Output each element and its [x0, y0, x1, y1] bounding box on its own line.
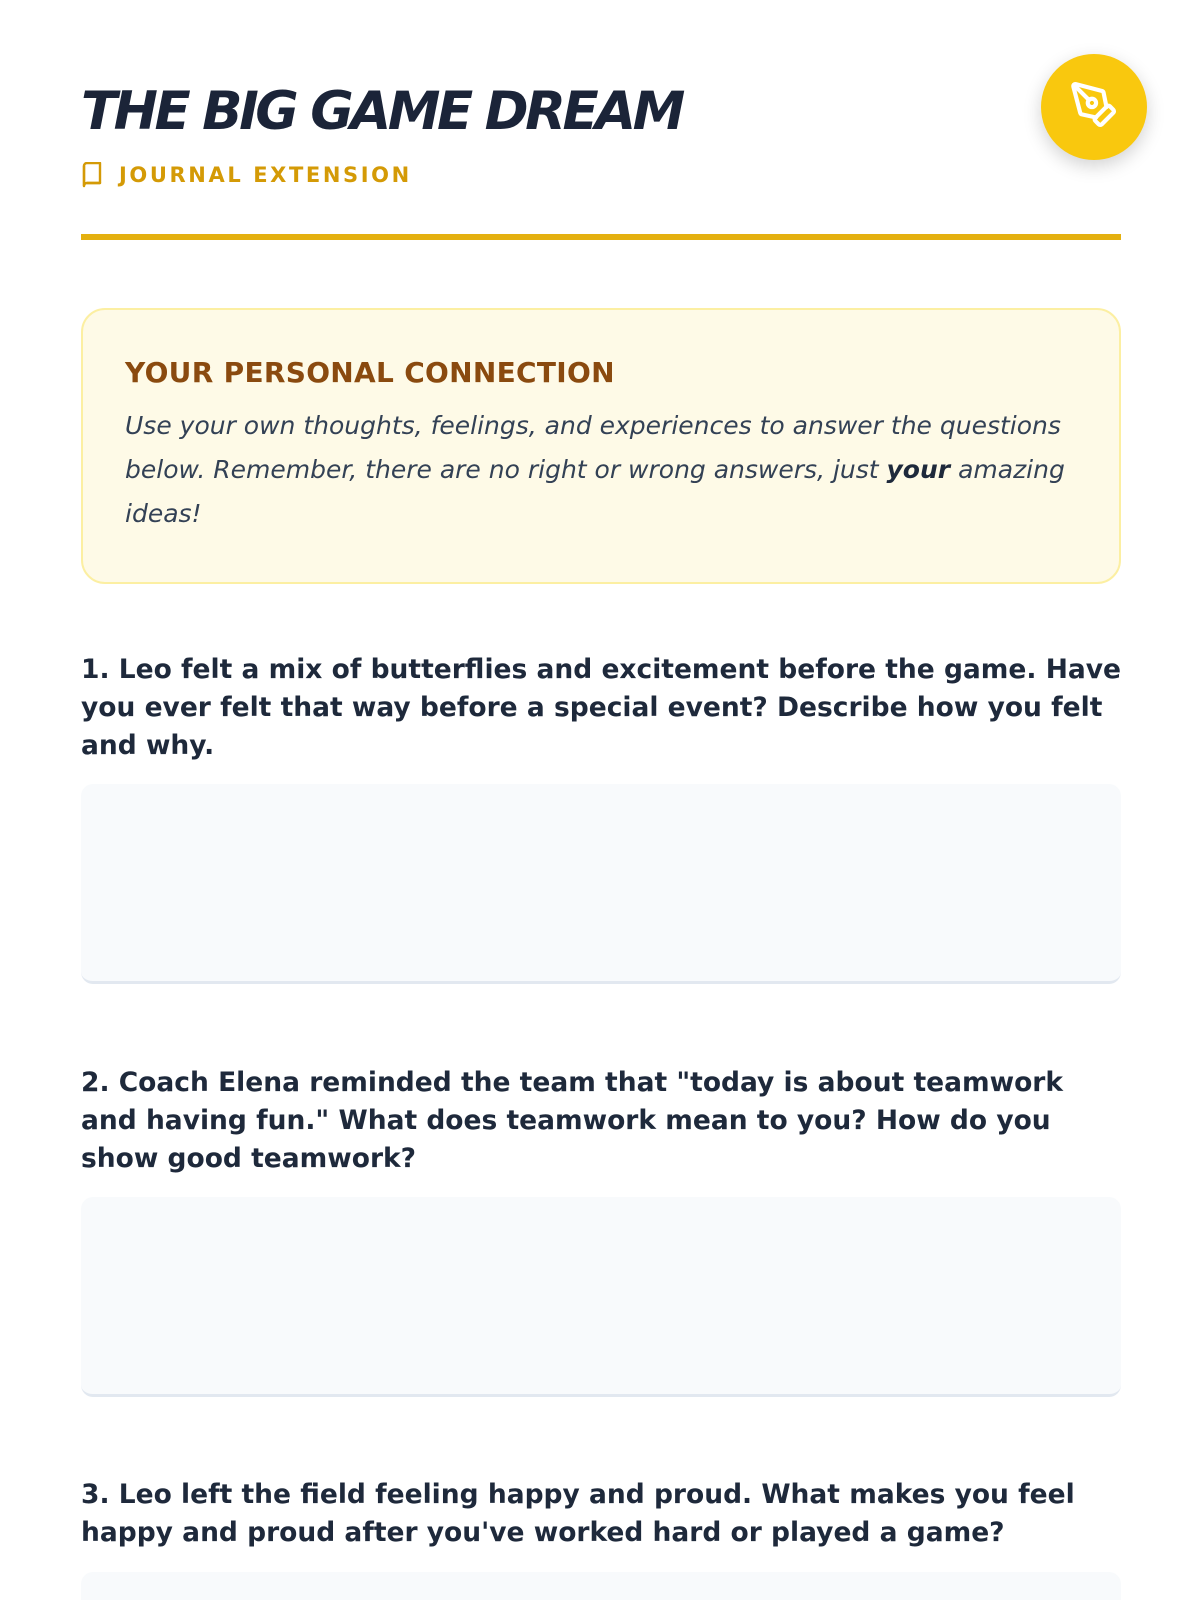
intro-text-emphasis: your — [886, 455, 951, 484]
answer-field-1[interactable] — [81, 784, 1121, 984]
subtitle-label: JOURNAL EXTENSION — [119, 163, 412, 187]
intro-text — [125, 404, 1077, 536]
page-title: THE BIG GAME DREAM — [81, 81, 682, 142]
intro-text-end: amazing ideas! — [125, 455, 1065, 528]
header-divider — [81, 234, 1121, 240]
question-3: 3. Leo left the field feeling happy and proud. What makes you feel happy and proud after you've worked hard or played a game? — [81, 1479, 1075, 1548]
intro-text-start: Use your own thoughts, feelings, and experiences to answer the questions below. Remember, there are no right or wrong answers, just — [125, 411, 1061, 484]
answer-field-3[interactable] — [81, 1572, 1121, 1600]
question-1: 1. Leo felt a mix of butterflies and excitement before the game. Have you ever felt that way before a special event? Describe how you felt and why. — [81, 654, 1121, 761]
pen-tool-icon — [1069, 80, 1119, 134]
page-header — [81, 76, 1121, 187]
pen-tool-button[interactable] — [1041, 54, 1147, 160]
answer-field-2[interactable] — [81, 1197, 1121, 1397]
book-icon — [81, 162, 103, 188]
question-2: 2. Coach Elena reminded the team that "today is about teamwork and having fun." What does teamwork mean to you? How do you show good teamwork? — [81, 1067, 1063, 1174]
page-subtitle — [81, 162, 412, 188]
intro-heading: YOUR PERSONAL CONNECTION — [125, 356, 615, 389]
personal-connection-box — [81, 308, 1121, 584]
